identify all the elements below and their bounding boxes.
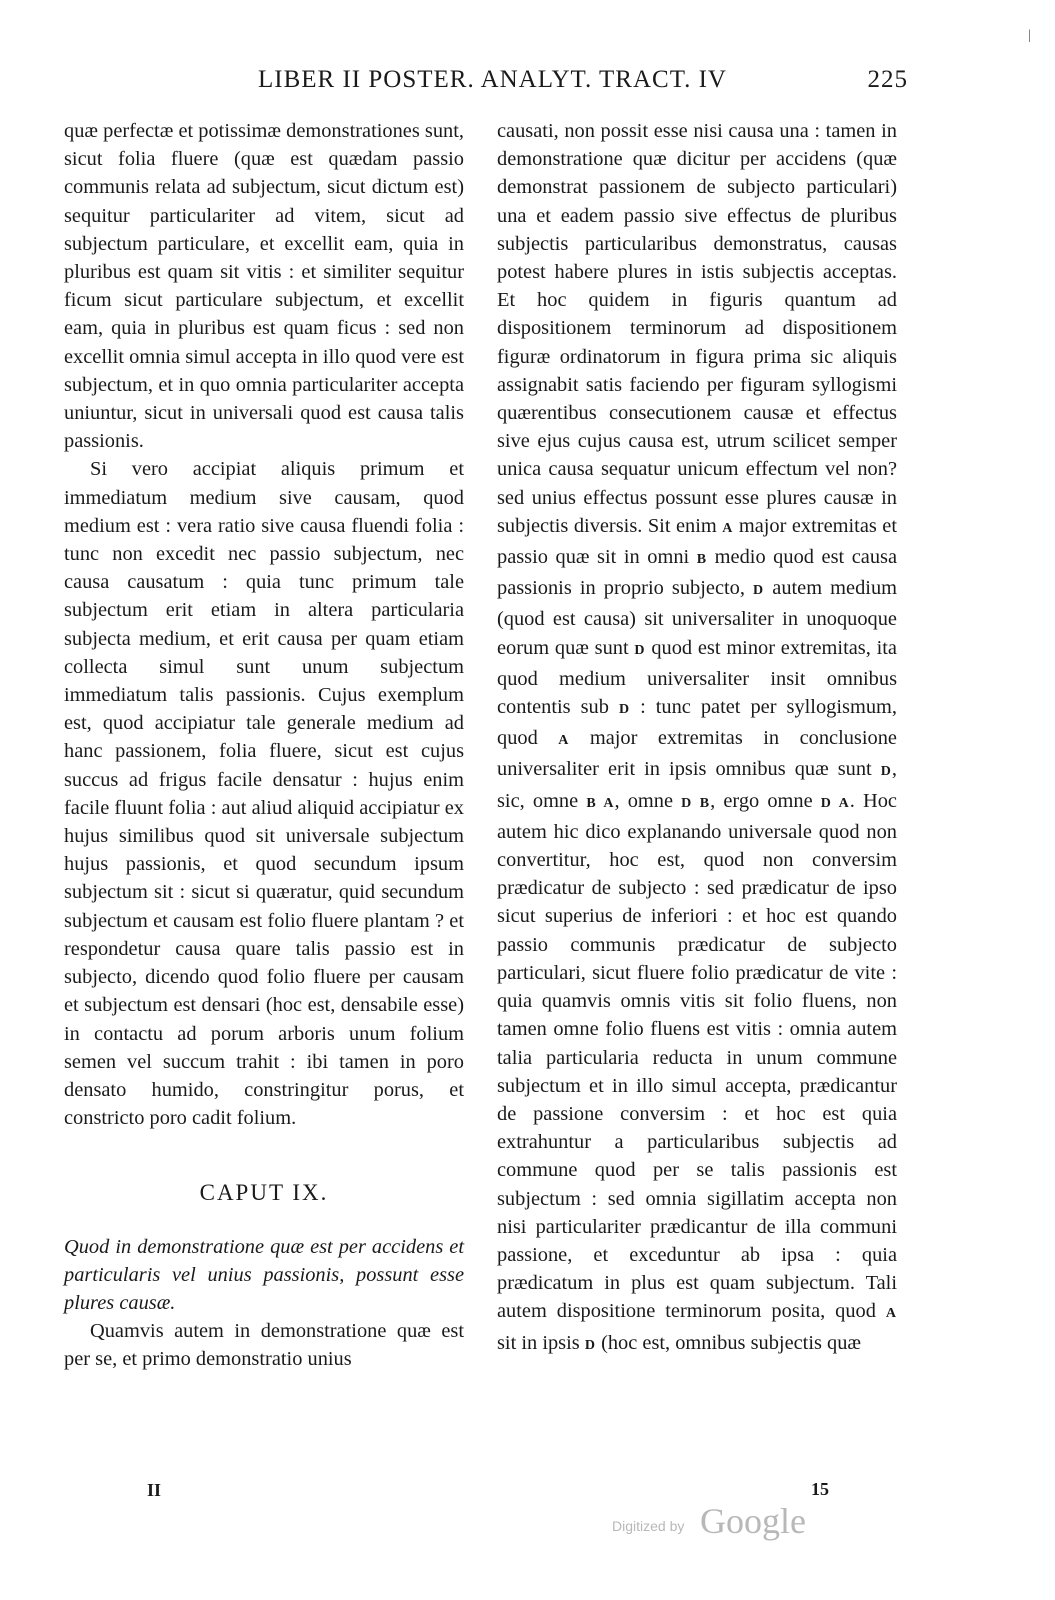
- paragraph: Si vero accipiat aliquis primum et immediatum medium sive causam, quod medium est : vera ratio sive causa fluendi folia : tunc non excedit nec passio subjectum, nec causa causatum : quia tunc primum tale subjectum erit etiam in altera particularia subjecta medium, et erit causa per quam etiam collecta simul sunt unum subjectum immediatum talis passionis. Cujus exemplum est, quod accipiatur tale generale medium ad hanc passionem, folia fluere, sicut est cujus succus ad frigus facile densatur : hujus enim facile fluunt folia : aut aliud aliquid accipiatur ex hujus similibus quod sit universale subjectum hujus passionis, et quod secundum ipsum subjectum sit : sicut si quæratur, quid secundum subjectum et causam est folio fluere plantam ? et respondetur causa quare talis passio est in subjecto, dicendo quod folio fluere per causam et subjectum est densari (hoc est, densabile esse) in contactu ad porum arboris unum folium semen vel succum trahit : ibi tamen in poro densato humido, constringitur porus, et constricto poro cadit folium.: [64, 458, 464, 1130]
- paragraph: [497, 117, 897, 1360]
- text-run: , omne: [614, 789, 674, 812]
- text-run: autem medium (quod est causa) sit universaliter in unoquoque eorum quæ sunt: [497, 577, 897, 659]
- watermark-caption: Digitized by: [612, 1518, 685, 1534]
- text-run: sit in ipsis: [497, 1331, 580, 1354]
- left-column: [64, 117, 464, 1374]
- term-letter: D: [618, 702, 631, 718]
- term-letter: D: [634, 642, 646, 658]
- running-title: LIBER II POSTER. ANALYT. TRACT. IV: [258, 66, 727, 93]
- term-letter: A: [885, 1306, 897, 1322]
- text-run: medio quod est causa passionis in proprio subjecto,: [497, 546, 897, 600]
- page-header: [258, 66, 908, 100]
- paragraph: quæ perfectæ et potissimæ demonstrationes sunt, sicut folia fluere (quæ est quædam passio communis relata ad subjectum, sicut dictum est) sequitur particulariter ad vitem, sicut ad subjectum particulare, et excellit eam, quia in pluribus est quam sit vitis : et similiter sequitur ficum sicut particulare subjectum, et excellit eam, quia in pluribus est quam ficus : sed non excellit omnia simul accepta in illo quod vere est subjectum, et in quo omnia particulariter accepta uniuntur, sicut in universali quod est causa talis passionis.: [64, 120, 464, 453]
- text-run: causati, non possit esse nisi causa una : tamen in demonstratione quæ dicitur per accidens (quæ demonstrat passionem de subjecto particulari) una et eadem passio sive effectus de pluribus subjectis particularibus demonstratus, causas potest habere plures in istis subjectis acceptas. Et hoc quidem in figuris quantum ad dispositionem terminorum ad dispositionem figuræ ordinatorum in figura prima sic aliquis assignabit satis faciendo per figuram syllogismi quærentibus consecutionem causæ et effectus sive ejus cujus causa est, utrum scilicet semper unica causa sequatur unicum effectum vel non? sed unius effectus possunt esse plures causæ in subjectis diversis. Sit enim: [497, 120, 897, 537]
- edge-mark: |: [1028, 28, 1031, 43]
- term-letter: A: [722, 520, 734, 536]
- right-column: [497, 117, 897, 1360]
- text-run: (hoc est, omnibus subjectis quæ: [601, 1331, 862, 1354]
- text-run: quod est minor extremitas, ita quod medium universaliter insit omnibus contentis sub: [497, 636, 897, 719]
- term-letter: D: [880, 764, 892, 780]
- term-letter: D A: [820, 795, 850, 811]
- term-letter: B: [696, 552, 708, 568]
- text-run: : tunc patet per syllogismum, quod: [497, 696, 897, 750]
- text-run: , ergo omne: [710, 789, 813, 812]
- paragraph: Quamvis autem in demonstratione quæ est per se, et primo demonstratio unius: [64, 1320, 464, 1371]
- gathering-number: 15: [811, 1479, 829, 1499]
- term-letter: A: [558, 733, 570, 749]
- term-letter: D: [753, 583, 765, 599]
- text-run: , sic, omne: [497, 758, 897, 812]
- text-run: . Hoc autem hic dico explanando universale quod non convertitur, hoc est, quod non conversim prædicatur de subjecto : sed prædicatur de ipso sicut superius de inferiori : et hoc est quando passio communis prædicatur de subjecto particulari, sicut fluere folio prædicatur de vite : quia quamvis omnis vitis sit folio fluens, non tamen omne folio fluens est vitis : omnia autem talia particularia reducta in unum commune subjectum et in illo simul accepta, prædicantur de passione conversim : et hoc est quia extrahuntur a particularibus subjectis ad commune quod per se talis passionis est subjectum : sed omnia sigillatim accepta non nisi particulariter prædicantur de illa communi passione, et exceduntur ab ipsa : quia prædicatum in plus est quam subjectum. Tali autem dispositione terminorum posita, quod: [497, 789, 897, 1323]
- term-letter: B A: [586, 795, 615, 811]
- signature-mark: II: [147, 1480, 162, 1500]
- page-number: 225: [867, 66, 908, 93]
- term-letter: D: [584, 1337, 596, 1353]
- text-run: major extremitas in conclusione universaliter erit in ipsis omnibus quæ sunt: [497, 727, 897, 781]
- google-logo: Google: [700, 1501, 806, 1541]
- term-letter: D B: [681, 795, 711, 811]
- text-run: major extremitas et passio quæ sit in omni: [497, 514, 897, 569]
- chapter-heading: CAPUT IX.: [199, 1180, 329, 1206]
- chapter-summary: Quod in demonstratione quæ est per accidens et particularis vel unius passionis, possunt esse plures causæ.: [64, 1235, 464, 1314]
